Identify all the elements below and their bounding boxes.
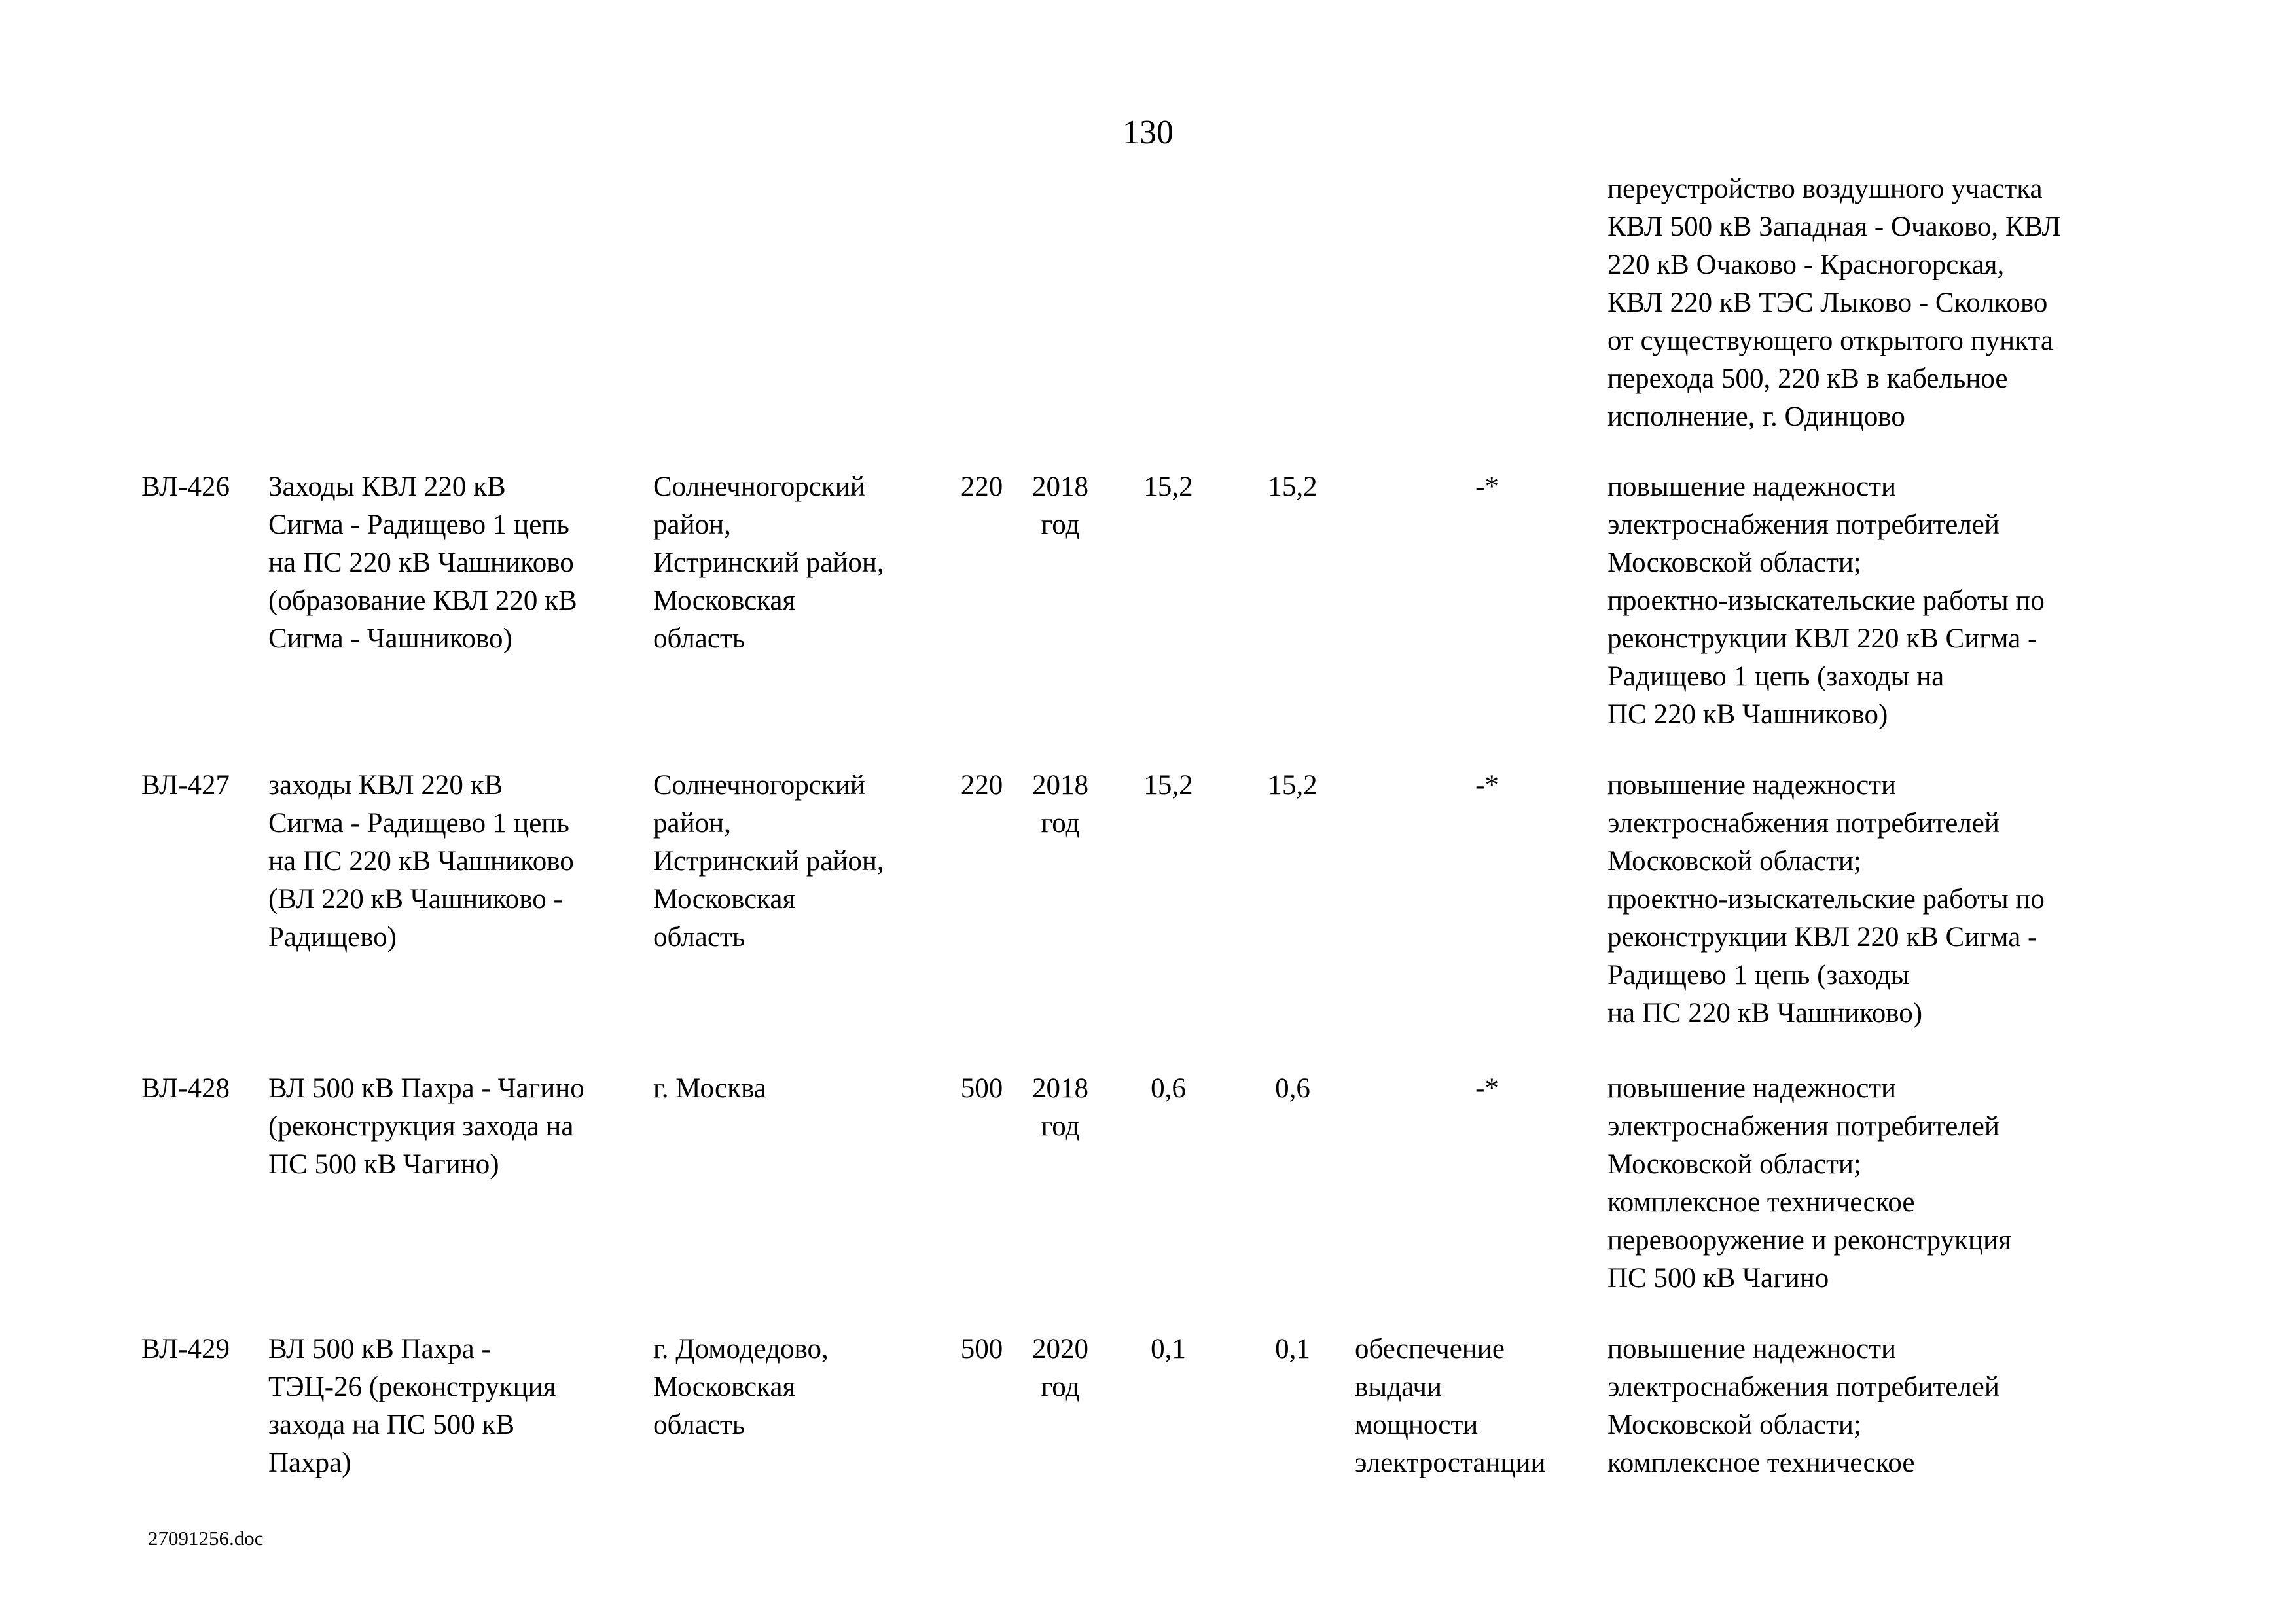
voltage: 500 (960, 1073, 1003, 1104)
line-name: заходы КВЛ 220 кВ Сигма - Радищево 1 цепь на ПС 220 кВ Чашниково (ВЛ 220 кВ Чашниково - Радищево) (268, 770, 574, 953)
dist-column: -* (1475, 471, 1499, 502)
purpose: повышение надежности электроснабжения потребителей Московской области; комплексное техническое (1607, 1334, 2000, 1478)
voltage: 220 (960, 471, 1003, 502)
dist-column: обеспечение выдачи мощности электростанции (1355, 1334, 1546, 1478)
location: Солнечногорский район, Истринский район, Московская область (653, 770, 884, 953)
purpose: повышение надежности электроснабжения потребителей Московской области; проектно-изыскательские работы по реконструкции КВЛ 220 кВ Сигма - Радищево 1 цепь (заходы на ПС 220 кВ Чашниково) (1607, 770, 2045, 1029)
purpose: повышение надежности электроснабжения потребителей Московской области; проектно-изыскательские работы по реконструкции КВЛ 220 кВ Сигма - Радищево 1 цепь (заходы на ПС 220 кВ Чашниково) (1607, 471, 2045, 730)
length-2: 15,2 (1268, 471, 1318, 502)
line-name: ВЛ 500 кВ Пахра - ТЭЦ-26 (реконструкция захода на ПС 500 кВ Пахра) (268, 1334, 556, 1478)
location: г. Москва (653, 1073, 766, 1104)
line-code: ВЛ-426 (141, 471, 230, 502)
year: 2020 год (1032, 1334, 1088, 1402)
location: г. Домодедово, Московская область (653, 1334, 829, 1440)
line-code: ВЛ-429 (141, 1334, 230, 1364)
dist-column: -* (1475, 1073, 1499, 1104)
voltage: 220 (960, 770, 1003, 801)
length-1: 15,2 (1143, 770, 1193, 801)
dist-column: -* (1475, 770, 1499, 801)
line-name: ВЛ 500 кВ Пахра - Чагино (реконструкция захода на ПС 500 кВ Чагино) (268, 1073, 584, 1180)
length-2: 0,6 (1275, 1073, 1310, 1104)
length-1: 15,2 (1143, 471, 1193, 502)
length-2: 0,1 (1275, 1334, 1310, 1364)
page-number: 130 (1122, 114, 1174, 151)
location: Солнечногорский район, Истринский район, Московская область (653, 471, 884, 654)
line-code: ВЛ-428 (141, 1073, 230, 1104)
year: 2018 год (1032, 1073, 1088, 1142)
continued-purpose-text: переустройство воздушного участка КВЛ 500 кВ Западная - Очаково, КВЛ 220 кВ Очаково - Красногорская, КВЛ 220 кВ ТЭС Лыково - Сколково от существующего открытого пункта перехода 500, 220 кВ в кабельное исполнение, г. Одинцово (1607, 173, 2061, 432)
length-1: 0,6 (1151, 1073, 1186, 1104)
line-code: ВЛ-427 (141, 770, 230, 801)
voltage: 500 (960, 1334, 1003, 1364)
document-filename: 27091256.doc (148, 1527, 264, 1550)
purpose: повышение надежности электроснабжения потребителей Московской области; комплексное техническое перевооружение и реконструкция ПС 500 кВ Чагино (1607, 1073, 2011, 1294)
year: 2018 год (1032, 471, 1088, 540)
length-2: 15,2 (1268, 770, 1318, 801)
length-1: 0,1 (1151, 1334, 1186, 1364)
line-name: Заходы КВЛ 220 кВ Сигма - Радищево 1 цепь на ПС 220 кВ Чашниково (образование КВЛ 220 кВ Сигма - Чашниково) (268, 471, 577, 654)
year: 2018 год (1032, 770, 1088, 839)
